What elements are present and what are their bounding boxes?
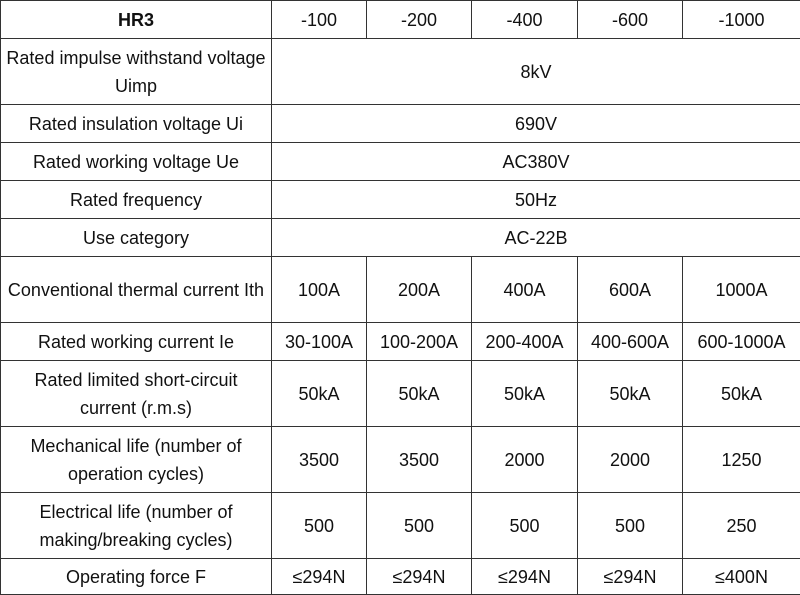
row-label: Rated insulation voltage Ui [1,105,272,143]
row-label: Rated working current Ie [1,323,272,361]
value-cell: 400-600A [578,323,683,361]
value-cell: 2000 [472,427,578,493]
merged-value: AC-22B [272,219,800,257]
value-cell: 2000 [578,427,683,493]
value-cell: 600-1000A [683,323,800,361]
row-label: Conventional thermal current Ith [1,257,272,323]
value-cell: 500 [367,493,472,559]
value-cell: 50kA [272,361,367,427]
value-cell: 100-200A [367,323,472,361]
variant-header: -100 [272,1,367,39]
value-cell: 30-100A [272,323,367,361]
value-cell: 50kA [578,361,683,427]
value-cell: ≤400N [683,559,800,595]
value-cell: 500 [578,493,683,559]
table-row [1,323,800,361]
row-label: Rated impulse withstand voltage Uimp [1,39,272,105]
value-cell: 250 [683,493,800,559]
value-cell: 50kA [683,361,800,427]
value-cell: 400A [472,257,578,323]
value-cell: 3500 [367,427,472,493]
row-label: Mechanical life (number of operation cycles) [1,427,272,493]
table-row [1,257,800,323]
merged-value: 8kV [272,39,800,105]
merged-value: AC380V [272,143,800,181]
merged-value: 690V [272,105,800,143]
table-row [1,143,800,181]
value-cell: ≤294N [272,559,367,595]
merged-value: 50Hz [272,181,800,219]
value-cell: 100A [272,257,367,323]
table-row [1,181,800,219]
value-cell: 200A [367,257,472,323]
row-label: Operating force F [1,559,272,595]
table-row [1,427,800,493]
value-cell: 500 [472,493,578,559]
row-label: Electrical life (number of making/breaking cycles) [1,493,272,559]
table-row [1,39,800,105]
value-cell: 200-400A [472,323,578,361]
row-label: Rated working voltage Ue [1,143,272,181]
table-row [1,219,800,257]
value-cell: ≤294N [472,559,578,595]
value-cell: ≤294N [578,559,683,595]
variant-header: -1000 [683,1,800,39]
value-cell: 600A [578,257,683,323]
table-row [1,105,800,143]
value-cell: 50kA [367,361,472,427]
table-row [1,493,800,559]
header-row [1,1,800,39]
variant-header: -600 [578,1,683,39]
value-cell: 50kA [472,361,578,427]
row-label: Rated limited short-circuit current (r.m.s) [1,361,272,427]
value-cell: 3500 [272,427,367,493]
model-header: HR3 [1,1,272,39]
value-cell: 500 [272,493,367,559]
row-label: Rated frequency [1,181,272,219]
value-cell: 1000A [683,257,800,323]
value-cell: 1250 [683,427,800,493]
table-row [1,559,800,595]
value-cell: ≤294N [367,559,472,595]
table-row [1,361,800,427]
variant-header: -200 [367,1,472,39]
row-label: Use category [1,219,272,257]
variant-header: -400 [472,1,578,39]
